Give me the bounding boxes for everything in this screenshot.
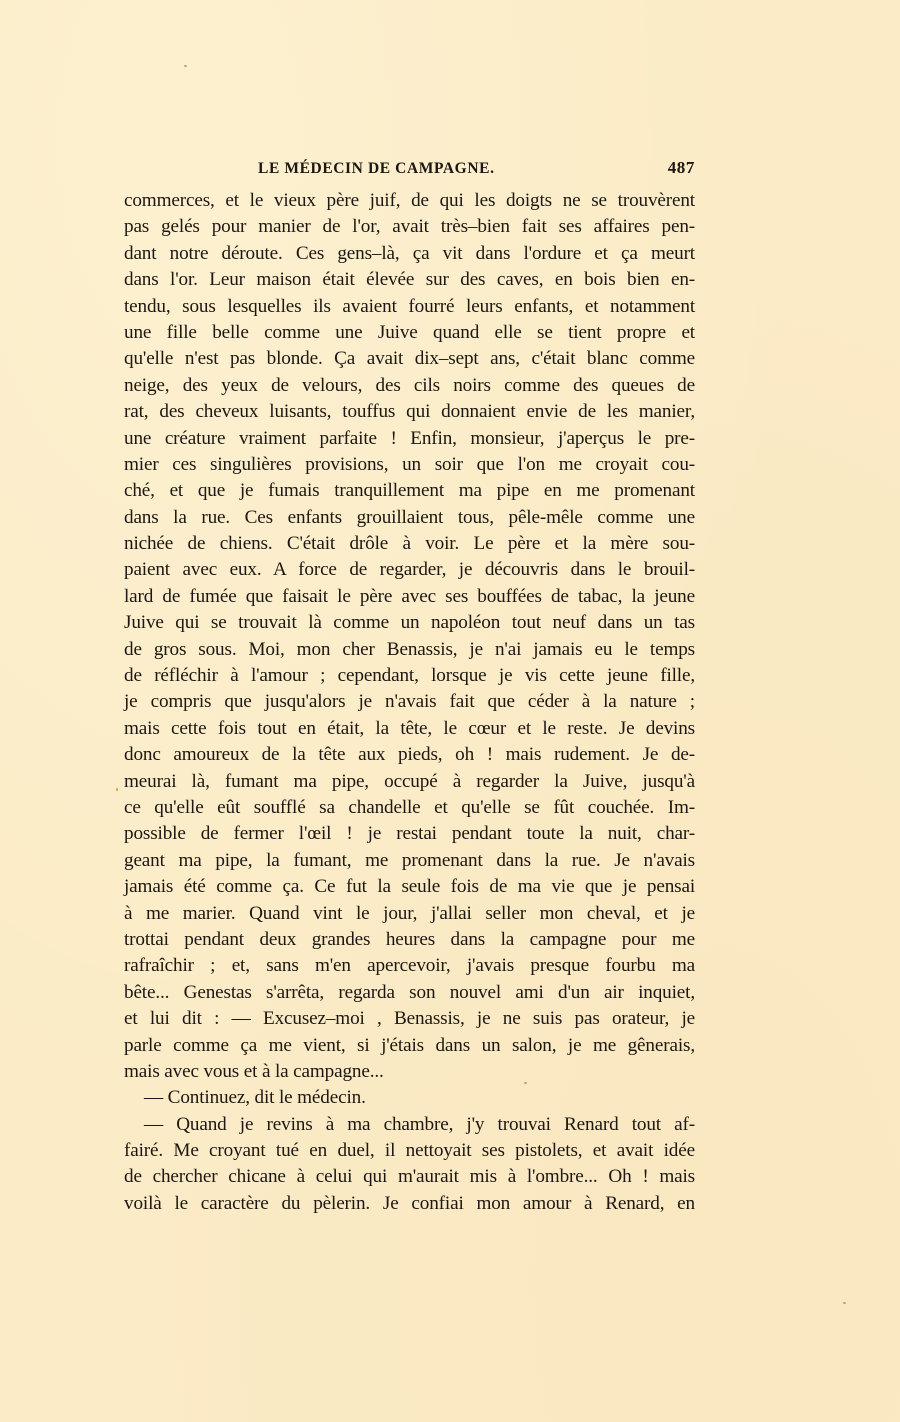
text-line: Juive qui se trouvait là comme un napoléon tout neuf dans un tas <box>124 612 695 634</box>
text-line: de gros sous. Moi, mon cher Benassis, je n'ai jamais eu le temps <box>124 638 695 660</box>
text-line: je compris que jusqu'alors je n'avais fait que céder à la nature ; <box>124 691 695 713</box>
text-line: lard de fumée que faisait le père avec ses bouffées de tabac, la jeune <box>124 585 695 607</box>
text-line: qu'elle n'est pas blonde. Ça avait dix–sept ans, c'était blanc comme <box>124 348 695 370</box>
text-line: — Continuez, dit le médecin. <box>144 1087 366 1109</box>
text-line: mais cette fois tout en était, la tête, le cœur et le reste. Je devins <box>124 717 695 739</box>
text-line: jamais été comme ça. Ce fut la seule fois de ma vie que je pensai <box>124 876 695 898</box>
text-line: neige, des yeux de velours, des cils noirs comme des queues de <box>124 374 695 396</box>
text-line: parle comme ça me vient, si j'étais dans un salon, je me gênerais, <box>124 1034 695 1056</box>
text-line: à me marier. Quand vint le jour, j'allai seller mon cheval, et je <box>124 902 695 924</box>
paper-speck <box>184 65 187 67</box>
paper-speck <box>524 1082 527 1084</box>
text-line: possible de fermer l'œil ! je restai pendant toute la nuit, char- <box>124 823 695 845</box>
text-line: geant ma pipe, la fumant, me promenant dans la rue. Je n'avais <box>124 849 695 871</box>
page-number: 487 <box>667 158 695 177</box>
text-line: nichée de chiens. C'était drôle à voir. Le père et la mère sou- <box>124 533 695 555</box>
text-line: dans la rue. Ces enfants grouillaient tous, pêle-mêle comme une <box>124 506 695 528</box>
text-line: une créature vraiment parfaite ! Enfin, monsieur, j'aperçus le pre- <box>124 427 695 449</box>
text-line: paient avec eux. A force de regarder, je découvris dans le brouil- <box>124 559 695 581</box>
text-line: pas gelés pour manier de l'or, avait très–bien fait ses affaires pen- <box>124 216 695 238</box>
body-text <box>124 188 695 1217</box>
text-line: de réfléchir à l'amour ; cependant, lorsque je vis cette jeune fille, <box>124 665 695 687</box>
text-line: meurai là, fumant ma pipe, occupé à regarder la Juive, jusqu'à <box>124 770 695 792</box>
text-line: bête... Genestas s'arrêta, regarda son nouvel ami d'un air inquiet, <box>124 981 695 1003</box>
text-line: — Quand je revins à ma chambre, j'y trouvai Renard tout af- <box>144 1113 695 1135</box>
text-line: tendu, sous lesquelles ils avaient fourré leurs enfants, et notamment <box>124 295 695 317</box>
text-line: trottai pendant deux grandes heures dans la campagne pour me <box>124 928 695 950</box>
running-head <box>124 156 695 186</box>
text-line: fairé. Me croyant tué en duel, il nettoyait ses pistolets, et avait idée <box>124 1140 695 1162</box>
text-line: ché, et que je fumais tranquillement ma pipe en me promenant <box>124 480 695 502</box>
paper-speck <box>843 1302 846 1304</box>
text-line: et lui dit : — Excusez–moi , Benassis, je ne suis pas orateur, je <box>124 1008 695 1030</box>
text-line: dant notre déroute. Ces gens–là, ça vit dans l'ordure et ça meurt <box>124 242 695 264</box>
paper-speck <box>116 788 118 791</box>
text-line: ce qu'elle eût soufflé sa chandelle et qu'elle se fût couchée. Im- <box>124 796 695 818</box>
text-line: rat, des cheveux luisants, touffus qui donnaient envie de les manier, <box>124 401 695 423</box>
text-line: commerces, et le vieux père juif, de qui les doigts ne se trouvèrent <box>124 190 695 211</box>
text-line: dans l'or. Leur maison était élevée sur des caves, en bois bien en- <box>124 269 695 291</box>
text-line: mais avec vous et à la campagne... <box>124 1060 384 1082</box>
text-line: une fille belle comme une Juive quand elle se tient propre et <box>124 321 695 343</box>
running-title: LE MÉDECIN DE CAMPAGNE. <box>258 160 495 177</box>
text-line: donc amoureux de la tête aux pieds, oh ! mais rudement. Je de- <box>124 744 695 766</box>
text-line: rafraîchir ; et, sans m'en apercevoir, j'avais presque fourbu ma <box>124 955 695 977</box>
text-line: voilà le caractère du pèlerin. Je confiai mon amour à Renard, en <box>124 1192 695 1214</box>
text-line: de chercher chicane à celui qui m'aurait mis à l'ombre... Oh ! mais <box>124 1166 695 1188</box>
text-line: mier ces singulières provisions, un soir que l'on me croyait cou- <box>124 453 695 475</box>
book-page <box>124 156 695 1217</box>
